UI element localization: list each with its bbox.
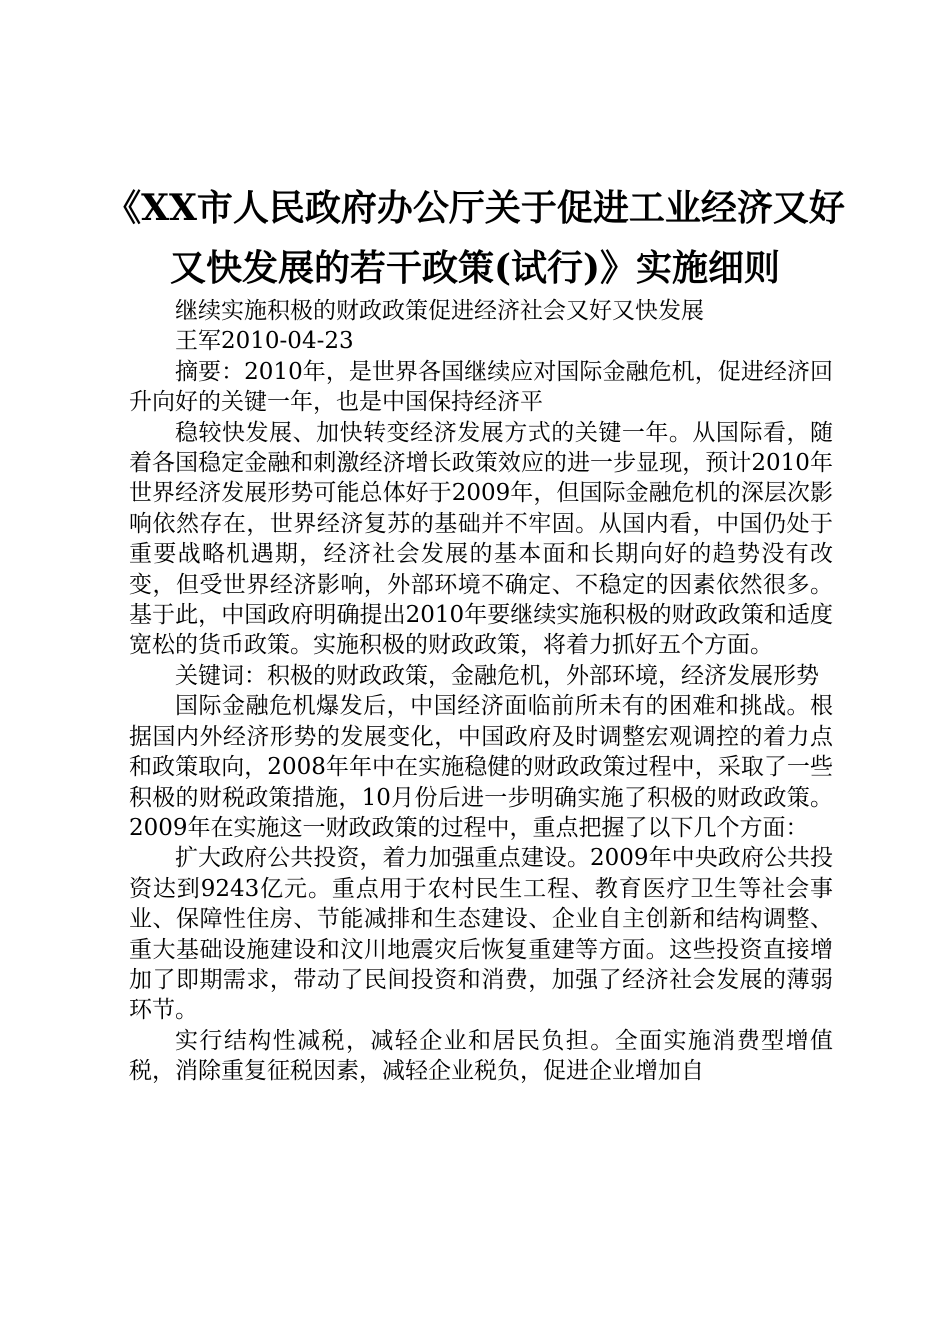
keywords-paragraph: 关键词：积极的财政政策，金融危机，外部环境，经济发展形势 (175, 662, 819, 689)
body-paragraph: 实行结构性减税，减轻企业和居民负担。全面实施消费型增值税，消除重复征税因素，减轻企业税负，促进企业增加自 (129, 1027, 833, 1085)
body-paragraph: 国际金融危机爆发后，中国经济面临前所未有的困难和挑战。根据国内外经济形势的发展变化，中国政府及时调整宏观调控的着力点和政策取向，2008年年中在实施稳健的财政政策过程中，采取了一些积极的财税政策措施，10月份后进一步明确实施了积极的财政政策。2009年在实施这一财政政策的过程中，重点把握了以下几个方面： (129, 693, 833, 841)
body-paragraph: 扩大政府公共投资，着力加强重点建设。2009年中央政府公共投资达到9243亿元。重点用于农村民生工程、教育医疗卫生等社会事业、保障性住房、节能减排和生态建设、企业自主创新和结构调整、重大基础设施建设和汶川地震灾后恢复重建等方面。这些投资直接增加了即期需求，带动了民间投资和消费，加强了经济社会发展的薄弱环节。 (129, 845, 833, 1024)
author-date-line: 王军2010-04-23 (175, 328, 354, 355)
abstract-continued-paragraph: 稳较快发展、加快转变经济发展方式的关键一年。从国际看，随着各国稳定金融和刺激经济增长政策效应的进一步显现，预计2010年世界经济发展形势可能总体好于2009年，但国际金融危机的深层次影响依然存在，世界经济复苏的基础并不牢固。从国内看，中国仍处于重要战略机遇期，经济社会发展的基本面和长期向好的趋势没有改变，但受世界经济影响，外部环境不确定、不稳定的因素依然很多。基于此，中国政府明确提出2010年要继续实施积极的财政政策和适度宽松的货币政策。实施积极的财政政策，将着力抓好五个方面。 (129, 419, 833, 659)
subtitle-paragraph: 继续实施积极的财政政策促进经济社会又好又快发展 (175, 298, 704, 324)
document-title: 《XX市人民政府办公厅关于促进工业经济又好又快发展的若干政策(试行)》实施细则 (105, 187, 845, 289)
abstract-paragraph: 摘要：2010年，是世界各国继续应对国际金融危机，促进经济回升向好的关键一年，也是中国保持经济平 (129, 358, 833, 416)
document-body (129, 296, 833, 1087)
